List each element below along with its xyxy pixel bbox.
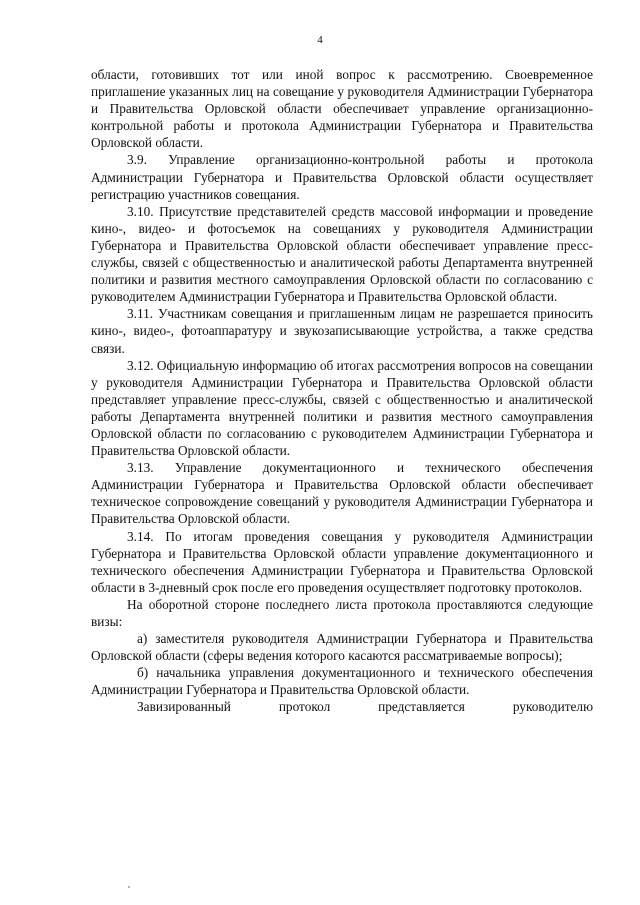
- paragraph-3-9: 3.9. Управление организационно-контрольной работы и протокола Администрации Губернатора и Правительства Орловской области осуществляет регистрацию участников совещания.: [91, 152, 593, 202]
- paragraph-3-11: 3.11. Участникам совещания и приглашенным лицам не разрешается приносить кино-, видео-, фотоаппаратуру и звукозаписывающие устройства, а также средства связи.: [91, 306, 593, 356]
- paragraph-3-10: 3.10. Присутствие представителей средств массовой информации и проведение кино-, видео- и фотосъемок на совещаниях у руководителя Администрации Губернатора и Правительства Орловской области обеспечивает управление пресс-службы, связей с общественностью и аналитической работы Департамента внутренней политики и развития местного самоуправления Орловской области по согласованию с руководителем Администрации Губернатора и Правительства Орловской области.: [91, 203, 593, 305]
- paragraph-continuation: области, готовивших тот или иной вопрос к рассмотрению. Своевременное приглашение указанных лиц на совещание у руководителя Администрации Губернатора и Правительства Орловской области обеспечивает управление организационно-контрольной работы и протокола Администрации Губернатора и Правительства Орловской области.: [91, 67, 593, 151]
- document-body: [91, 66, 593, 716]
- scan-speck: [128, 886, 130, 888]
- paragraph-visas-intro: На оборотной стороне последнего листа протокола проставляются следующие визы:: [91, 596, 593, 629]
- page-number: 4: [317, 34, 323, 46]
- paragraph-protocol-submission: Завизированный протокол представляется руководителю: [137, 699, 593, 715]
- paragraph-3-12: 3.12. Официальную информацию об итогах рассмотрения вопросов на совещании у руководителя Администрации Губернатора и Правительства Орловской области представляет управление пресс-службы, связей с общественностью и аналитической работы Департамента внутренней политики и развития местного самоуправления Орловской области по согласованию с руководителем Администрации Губернатора и Правительства Орловской области.: [91, 357, 594, 459]
- paragraph-visa-a: а) заместителя руководителя Администрации Губернатора и Правительства Орловской области (сферы ведения которого касаются рассматриваемые вопросы);: [91, 631, 593, 664]
- paragraph-3-13: 3.13. Управление документационного и технического обеспечения Администрации Губернатора и Правительства Орловской области обеспечивает техническое сопровождение совещаний у руководителя Администрации Губернатора и Правительства Орловской области.: [91, 460, 593, 527]
- paragraph-visa-b: б) начальника управления документационного и технического обеспечения Администрации Губернатора и Правительства Орловской области.: [91, 665, 593, 698]
- paragraph-3-14: 3.14. По итогам проведения совещания у руководителя Администрации Губернатора и Правительства Орловской области управление документационного и технического обеспечения Администрации Губернатора и Правительства Орловской области в 3-дневный срок после его проведения осуществляет подготовку протоколов.: [91, 528, 593, 595]
